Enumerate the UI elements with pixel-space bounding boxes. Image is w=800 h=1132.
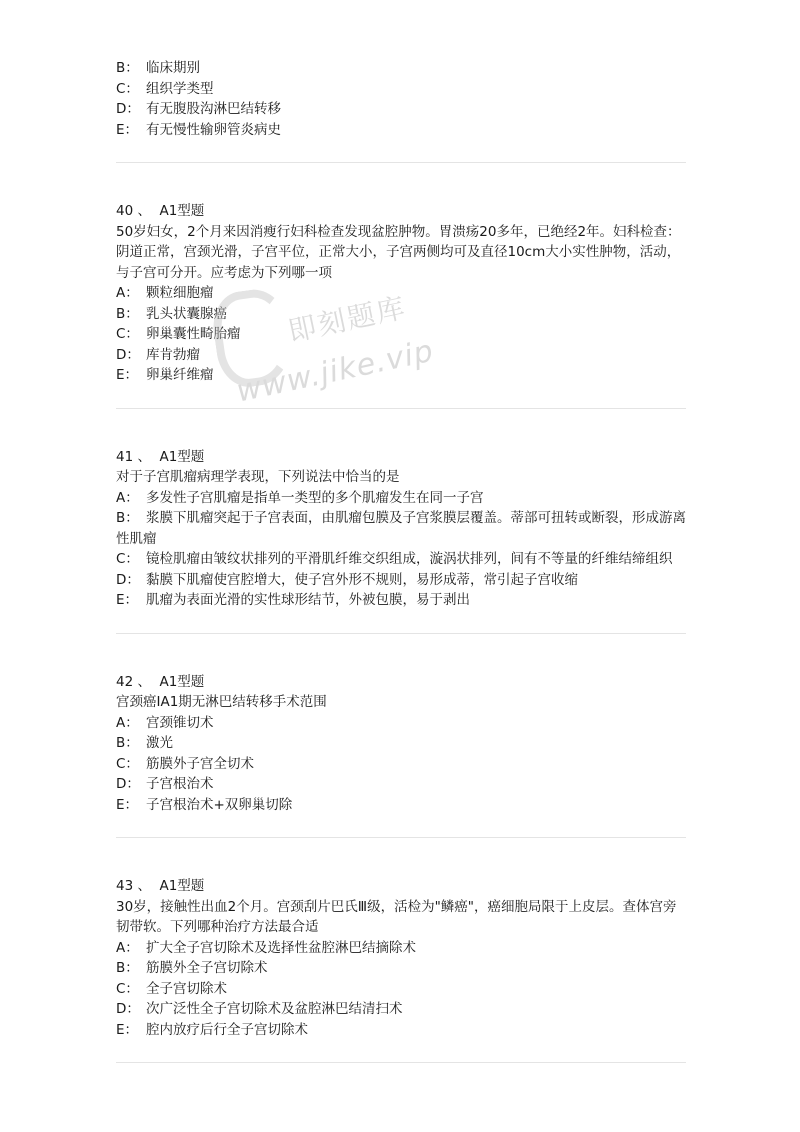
option-c: C： 全子宫切除术 <box>116 980 227 997</box>
question-stem: 宫颈癌ⅠA1期无淋巴结转移手术范围 <box>116 694 327 710</box>
question-header: 41 、 A1型题 <box>116 448 205 465</box>
document-page <box>116 58 686 1063</box>
divider <box>116 408 686 409</box>
question-43 <box>116 876 686 1040</box>
option-c: C： 镜检肌瘤由皱纹状排列的平滑肌纤维交织组成，漩涡状排列，间有不等量的纤维结缔组织 <box>116 551 673 567</box>
option-d: D： 有无腹股沟淋巴结转移 <box>116 101 281 117</box>
option-b: B： 浆膜下肌瘤突起于子宫表面，由肌瘤包膜及子宫浆膜层覆盖。蒂部可扭转或断裂，形成游离性肌瘤 <box>116 510 686 547</box>
divider <box>116 162 686 163</box>
divider <box>116 837 686 838</box>
option-e: E： 腔内放疗后行全子宫切除术 <box>116 1021 308 1038</box>
divider <box>116 633 686 634</box>
question-header: 42 、 A1型题 <box>116 673 205 690</box>
option-d: D： 库肯勃瘤 <box>116 346 200 363</box>
option-e: E： 肌瘤为表面光滑的实性球形结节，外被包膜，易于剥出 <box>116 592 470 608</box>
option-c: C： 卵巢囊性畸胎瘤 <box>116 326 241 342</box>
option-d: D： 次广泛性全子宫切除术及盆腔淋巴结清扫术 <box>116 1001 403 1017</box>
option-b: B： 乳头状囊腺癌 <box>116 305 227 322</box>
option-e: E： 子宫根治术+双卵巢切除 <box>116 796 293 813</box>
question-41 <box>116 447 686 611</box>
watermark-text: 即刻题库 <box>285 290 410 349</box>
option-c: C： 筋膜外子宫全切术 <box>116 755 254 772</box>
watermark-url: www.jike.vip <box>233 333 437 410</box>
question-header: 43 、 A1型题 <box>116 878 205 894</box>
question-40 <box>116 201 686 386</box>
question-stem: 30岁，接触性出血2个月。宫颈刮片巴氏Ⅲ级，活检为"鳞癌"，癌细胞局限于上皮层。查体宫旁韧带软。下列哪种治疗方法最合适 <box>116 898 677 935</box>
question-stem: 50岁妇女，2个月来因消瘦行妇科检查发现盆腔肿物。胃溃疡20多年，已绝经2年。妇科检查：阴道正常，宫颈光滑，子宫平位，正常大小，子宫两侧均可及直径10cm大小实性肿物，活动，与子宫可分开。应考虑为下列哪一项 <box>116 223 681 281</box>
option-e: E： 有无慢性输卵管炎病史 <box>116 121 281 138</box>
intro-options <box>116 58 686 140</box>
option-d: D： 黏膜下肌瘤使宫腔增大，使子宫外形不规则，易形成蒂，常引起子宫收缩 <box>116 571 578 588</box>
divider <box>116 1062 686 1063</box>
question-stem: 对于子宫肌瘤病理学表现，下列说法中恰当的是 <box>116 469 400 485</box>
option-b: B： 筋膜外全子宫切除术 <box>116 960 268 976</box>
option-c: C： 组织学类型 <box>116 80 214 97</box>
option-e: E： 卵巢纤维瘤 <box>116 367 214 383</box>
option-b: B： 激光 <box>116 735 173 751</box>
option-a: A： 颗粒细胞瘤 <box>116 285 214 301</box>
option-a: A： 扩大全子宫切除术及选择性盆腔淋巴结摘除术 <box>116 939 416 956</box>
option-a: A： 宫颈锥切术 <box>116 714 214 731</box>
option-d: D： 子宫根治术 <box>116 776 214 792</box>
question-header: 40 、 A1型题 <box>116 203 205 219</box>
option-b: B： 临床期别 <box>116 60 200 76</box>
option-a: A： 多发性子宫肌瘤是指单一类型的多个肌瘤发生在同一子宫 <box>116 489 484 506</box>
question-42 <box>116 672 686 816</box>
